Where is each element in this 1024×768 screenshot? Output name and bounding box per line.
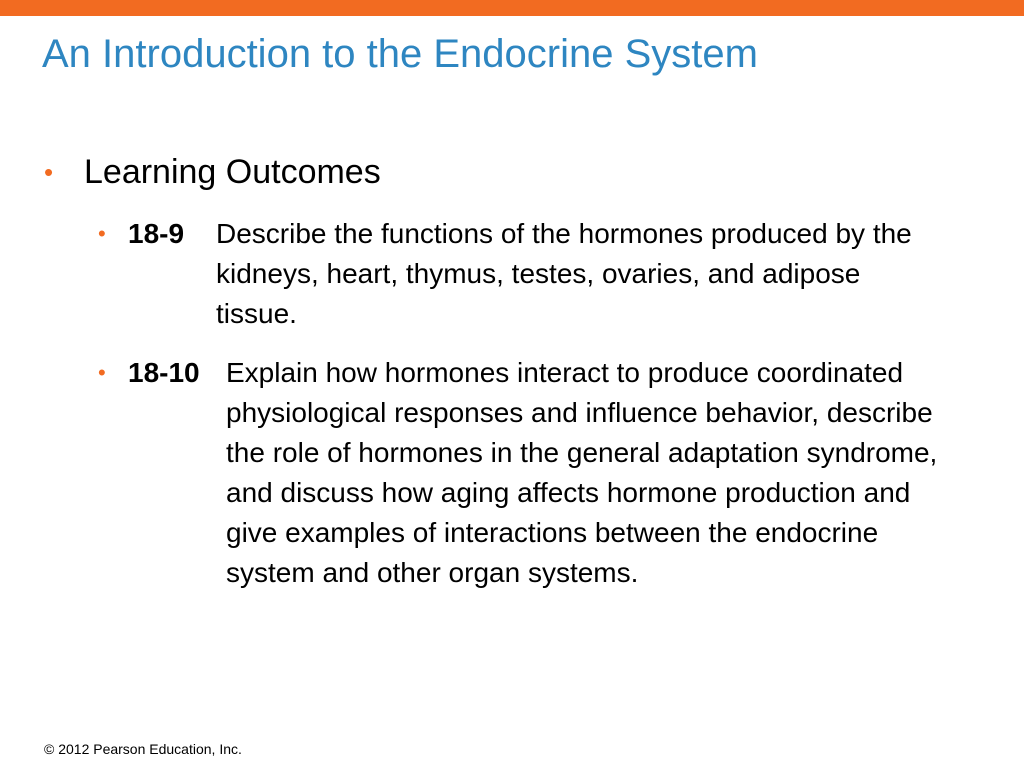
copyright-footer: © 2012 Pearson Education, Inc.: [44, 741, 242, 757]
outcome-item-18-10: [98, 353, 946, 593]
bullet-dot-icon: •: [98, 360, 106, 385]
bullet-dot-icon: •: [44, 157, 54, 187]
outcome-text: Explain how hormones interact to produce coordinated physiological responses and influence behavior, describe the role of hormones in the general adaptation syndrome, and discuss how aging affects hormone production and give examples of interactions between the endocrine system and other organ systems.: [226, 357, 938, 588]
level1-row: [44, 150, 984, 194]
outcome-code: 18-9: [128, 218, 185, 249]
bullet-dot-icon: •: [98, 221, 106, 246]
top-accent-bar: [0, 0, 1024, 16]
outcome-text: Describe the functions of the hormones produced by the kidneys, heart, thymus, testes, ovaries, and adipose tissue.: [216, 218, 912, 329]
learning-outcomes-heading: Learning Outcomes: [84, 153, 381, 191]
slide-title: An Introduction to the Endocrine System: [42, 32, 758, 76]
learning-outcomes-bullet: [44, 150, 984, 194]
outcome-code: 18-10: [128, 357, 200, 388]
outcome-item-18-9: [98, 214, 936, 334]
